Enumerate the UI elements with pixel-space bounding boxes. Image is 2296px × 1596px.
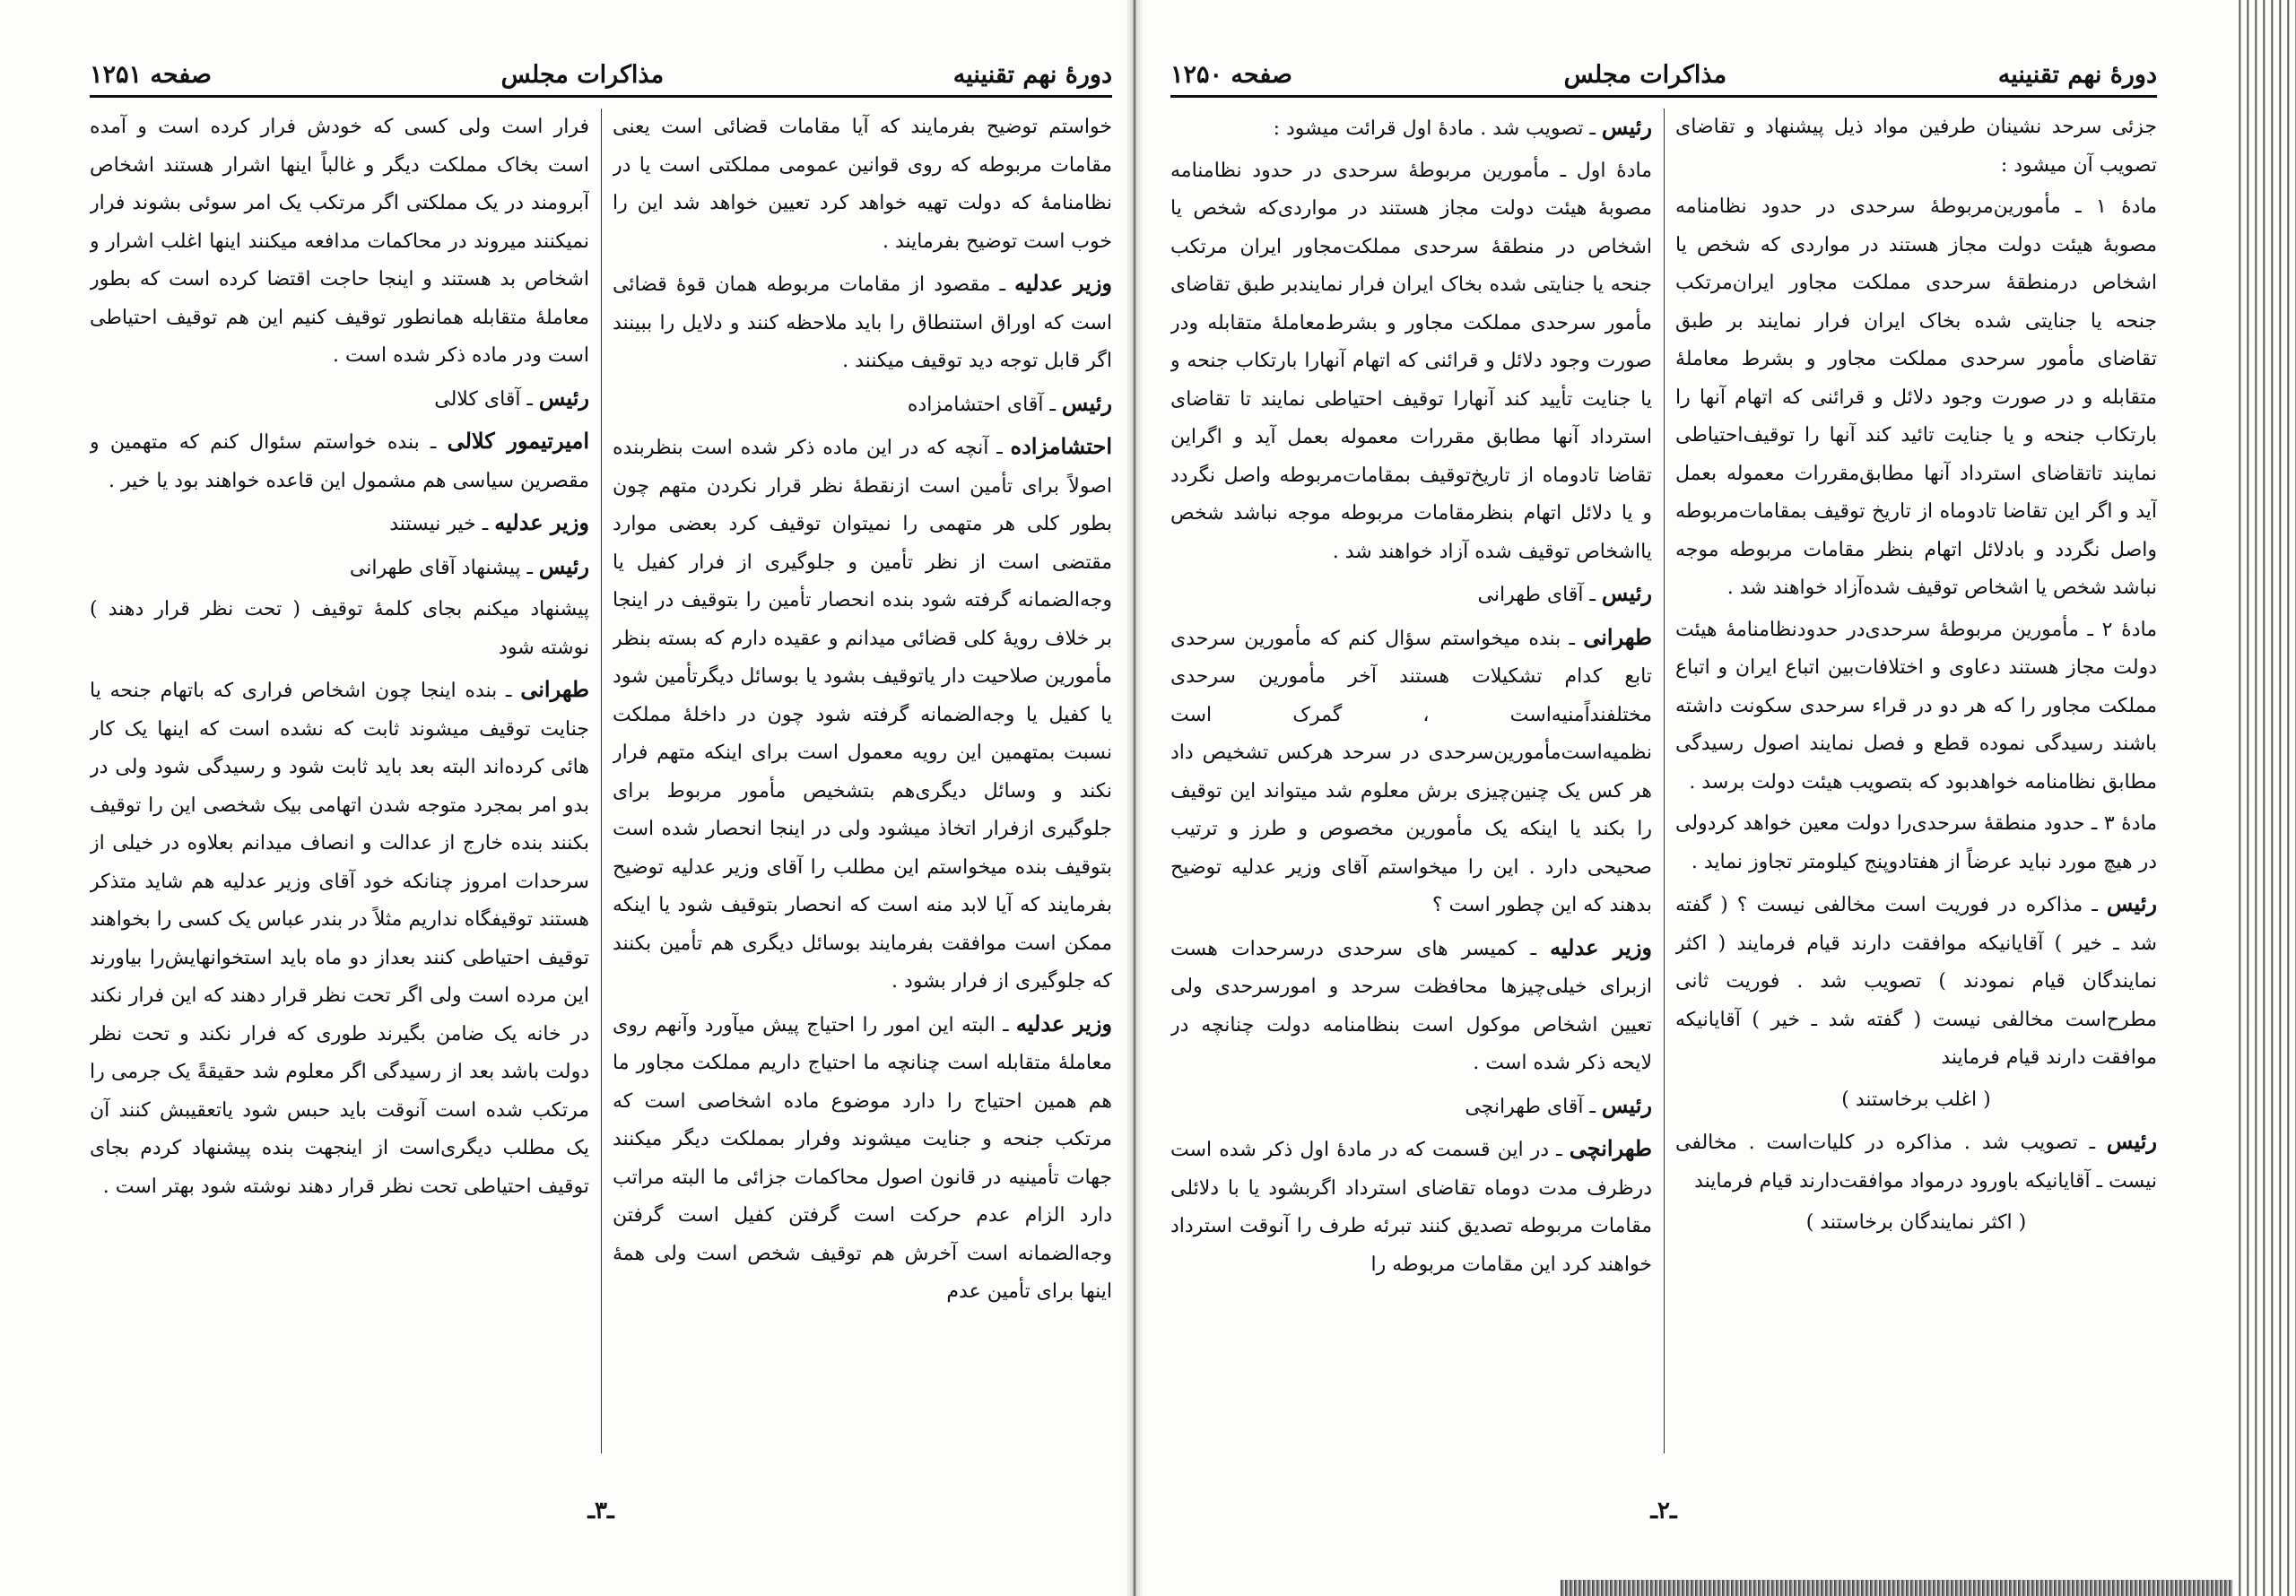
paragraph-text: ـ تصویب شد . مادهٔ اول قرائت میشود : bbox=[1273, 117, 1602, 140]
paragraph bbox=[1675, 188, 2157, 608]
paragraph bbox=[1675, 1123, 2157, 1201]
left-header-middle: مذاکرات مجلس bbox=[500, 60, 665, 89]
paragraph-text: فرار است ولی کسی که خودش فرار کرده است و آمده است بخاک مملکت دیگر و غالباً اینها اشرار هستند اشخاص آبرومند در یک مملکتی اگر مرتکب یک امر سوئی بشوند فرار نمیکنند میروند در محاکمات مدافعه میکنند اینها اغلب اشرار و اشخاص بد هستند و اینجا حاجت اقتضا کرده است که بطور معاملهٔ متقابله همانطور توقیف کنیم این هم توقیف احتیاطی است ودر ماده ذکر شده است . bbox=[90, 116, 589, 367]
speaker-name: رئیس bbox=[2106, 890, 2157, 916]
paragraph bbox=[1170, 1087, 1652, 1127]
speaker-name: طهرانی bbox=[1583, 623, 1652, 650]
paragraph bbox=[613, 1005, 1112, 1312]
speaker-name: طهرانی bbox=[520, 676, 589, 702]
paragraph bbox=[1170, 929, 1652, 1083]
right-page bbox=[1170, 54, 2157, 1542]
paragraph-text: ـ خیر نیستند bbox=[389, 513, 495, 535]
paragraph bbox=[1675, 1204, 2157, 1243]
paragraph-text: ـ آنچه که در این ماده ذکر شده است بنظربنده اصولاً برای تأمین است ازنقطهٔ نظر قرار نکردن متهم چون بطور کلی هر متهمی را نمیتوان توقیف کرد بعضی موارد مقتضی است از نظر تأمین و جلوگیری از فرار کفیل یا وجه‌الضمانه گرفته شود بنده انحصار تأمین را بتوقیف در اینجا بر خلاف رویهٔ کلی قضائی میدانم و عقیده دارم که بسته بنظر مأمورین صلاحیت دار یاتوقیف بشود یا بوسائل دیگرتأمین شود یا کفیل یا وجه‌الضمانه گرفته شود چون در داخلهٔ مملکت نسبت بمتهمین این رویه معمول است برای اینکه متهم فرار نکند و وسائل دیگری‌هم بتشخیص مأمور مربوط برای جلوگیری ازفرار اتخاذ میشود ولی در اینجا انحصار شده است بتوقیف بنده میخواستم این مطلب را آقای وزیر عدلیه توضیح بفرمایند که آیا لابد منه است که انحصار بتوقیف شود یا اینکه ممکن است موافقت بفرمایند بوسائل دیگری هم تأمین بکنند که جلوگیری از فرار بشود . bbox=[613, 437, 1112, 993]
paragraph-text: ـ تصویب شد . مذاکره در کلیات‌است . مخالفی نیست ـ آقایانیکه باورود درمواد موافقت‌دارند قیام فرمایند bbox=[1675, 1132, 2157, 1193]
column-rule bbox=[1664, 108, 1665, 1453]
paragraph bbox=[1675, 612, 2157, 802]
book-gutter bbox=[1126, 0, 1144, 1596]
page-bottom-edge bbox=[1561, 1580, 2233, 1596]
right-header-inner: دورهٔ نهم تقنینیه bbox=[1997, 60, 2157, 89]
column-rule bbox=[601, 108, 602, 1453]
paragraph-text: ـ بنده خواستم سئوال کنم که متهمین و مقصرین سیاسی هم مشمول این قاعده خواهند بود یا خیر . bbox=[90, 431, 589, 492]
paragraph bbox=[90, 548, 589, 588]
paragraph bbox=[1675, 108, 2157, 185]
right-header-middle: مذاکرات مجلس bbox=[1563, 60, 1727, 89]
paragraph bbox=[1675, 805, 2157, 881]
paragraph-text: ـ آقای کلالی bbox=[434, 387, 539, 411]
speaker-name: رئیس bbox=[1601, 1091, 1652, 1118]
left-header-page-number: صفحه ۱۲۵۱ bbox=[90, 60, 212, 89]
right-page-header bbox=[1170, 54, 2157, 98]
speaker-name: وزیر عدلیه bbox=[1550, 933, 1652, 960]
speaker-name: رئیس bbox=[1061, 389, 1112, 416]
speaker-name: احتشامزاده bbox=[1010, 433, 1112, 459]
paragraph bbox=[1170, 575, 1652, 615]
paragraph-text: مادهٔ اول ـ مأمورین مربوطهٔ سرحدی در حدود نظامنامه مصوبهٔ هیئت دولت مجاز هستند در مواردی‌که شخص یا اشخاص در منطقهٔ سرحدی مملکت‌مجاور ایران مرتکب جنحه یا جنایتی شده بخاک ایران فرار نمایندبر طبق تقاضای مأمور سرحدی مملکت مجاور و بشرط‌معاملهٔ متقابله ودر صورت وجود دلائل و قرائنی که اتهام آنهارا بارتکاب جنحه و یا جنایت تأیید کند آنهارا توقیف احتیاطی نمایند تا تقاضای استرداد آنها مطابق مقررات معموله بعمل آید و اگراین تقاضا تادوماه از تاریخ‌توقیف بمقامات‌مربوطه واصل نگردد و یا دلائل اتهام بنظرمقامات مربوطه موجه نباشد شخص یااشخاص توقیف شده آزاد خواهند شد . bbox=[1170, 159, 1652, 563]
paragraph bbox=[90, 591, 589, 667]
paragraph-text: ـ مقصود از مقامات مربوطه همان قوهٔ قضائی است که اوراق استنطاق را باید ملاحظه کنند و دلایل را ببینند اگر قابل توجه دید توقیف میکنند . bbox=[613, 273, 1112, 372]
paragraph bbox=[1675, 1081, 2157, 1120]
paragraph-text: مادهٔ ۱ ـ مأمورین‌مربوطهٔ سرحدی در حدود نظامنامه مصوبهٔ هیئت دولت مجاز هستند در مواردی که شخص یا اشخاص درمنطقهٔ سرحدی مملکت مجاور ایران‌مرتکب جنحه یا جنایتی شده بخاک ایران فرار نمایند بر طبق تقاضای مأمور سرحدی مملکت مجاور و بشرط معاملهٔ متقابله و در صورت وجود دلائل و قرائنی که اتهام آنها را بارتکاب جنحه و یا جنایت تائید کند آنها را توقیف‌احتیاطی نمایند تاتقاضای استرداد آنها مطابق‌مقررات معموله بعمل آید و اگر این تقاضا تادوماه از تاریخ توقیف بمقامات‌مربوطه واصل نگردد و بادلائل اتهام بنظر مقامات مربوطه موجه نباشد شخص یا اشخاص توقیف شده‌آزاد خواهند شد . bbox=[1675, 195, 2157, 599]
paragraph bbox=[1170, 152, 1652, 572]
paragraph-text: ـ پیشنهاد آقای طهرانی bbox=[349, 556, 539, 579]
paragraph-text: ـ آقای طهرانی bbox=[1477, 584, 1602, 606]
paragraph bbox=[613, 428, 1112, 1002]
paragraph bbox=[613, 265, 1112, 381]
speaker-name: رئیس bbox=[538, 384, 589, 411]
paragraph-text: خواستم توضیح بفرمایند که آیا مقامات قضائی است یعنی مقامات مربوطه که روی قوانین عمومی مملکتی است یا در نظامنامهٔ که دولت تهیه خواهد کرد تعیین خواهد شد این را خوب است توضیح بفرمایند . bbox=[613, 116, 1112, 253]
paragraph-text: ( اکثر نمایندگان برخاستند ) bbox=[1805, 1211, 2027, 1234]
paragraph-text: ـ البته این امور را احتیاج پیش میآورد وآنهم روی معاملهٔ متقابله است چنانچه ما احتیاج داریم مملکت مجاور ما هم همین احتیاج را دارد موضوع ماده اشخاصی است که مرتکب جنحه و جنایت میشوند وفرار بمملکت دیگر میکنند جهات تأمینیه در قانون اصول محاکمات جزائی ما البته مراتب دارد الزام عدم حرکت است گرفتن کفیل است گرفتن وجه‌الضمانه است آخرش هم توقیف شخص است ولی همهٔ اینها برای تأمین عدم bbox=[613, 1013, 1112, 1303]
paragraph-text: ـ آقای طهرانچی bbox=[1465, 1095, 1602, 1118]
right-page-column-1 bbox=[1675, 108, 2157, 1453]
speaker-name: وزیر عدلیه bbox=[494, 509, 589, 535]
paragraph-text: مادهٔ ۲ ـ مأمورین مربوطهٔ سرحدی‌در حدودنظامنامهٔ هیئت دولت مجاز هستند دعاوی و اختلافات‌بین اتباع ایران و اتباع مملکت مجاور را که هر دو در قراء سرحدی سکونت داشته باشند رسیدگی نموده قطع و فصل نمایند اصول رسیدگی مطابق نظامنامه خواهدبود که بتصویب هیئت دولت برسد . bbox=[1675, 618, 2157, 794]
left-header-inner: دورهٔ نهم تقنینیه bbox=[952, 60, 1112, 89]
speaker-name: وزیر عدلیه bbox=[1015, 1010, 1112, 1037]
left-page-header bbox=[90, 54, 1112, 98]
left-page-footer: ـ۳ـ bbox=[587, 1497, 614, 1524]
paragraph-text: ( اغلب برخاستند ) bbox=[1841, 1088, 1991, 1111]
paragraph bbox=[1170, 1130, 1652, 1284]
right-header-page-number: صفحه ۱۲۵۰ bbox=[1170, 60, 1292, 89]
paragraph bbox=[613, 385, 1112, 425]
paragraph bbox=[90, 379, 589, 420]
speaker-name: رئیس bbox=[538, 552, 589, 579]
paragraph-text: ـ بنده اینجا چون اشخاص فراری که باتهام جنحه یا جنایت توقیف میشوند ثابت که نشده است که اینها یک کار هائی کرده‌اند البته بعد باید ثابت شود و رسیدگی شود ولی در بدو امر بمجرد متوجه شدن اتهامی بیک شخصی این را توقیف بکنند بنده خارج از عدالت و انصاف میدانم بعلاوه در خیلی از سرحدات امروز چنانکه خود آقای وزیر عدلیه هم شاید متذکر هستند توقیفگاه نداریم مثلاً در بندر عباس یک کسی را بخواهند توقیف احتیاطی کنند بعداز دو ماه باید استخوانهایش‌را بیاورند این مرده است ولی اگر تحت نظر قرار دهند که این فرار نکند در خانه یک ضامن بگیرند طوری که فرار نکند و تحت نظر دولت باشد بعد از رسیدگی اگر معلوم شد حقیقةً یک جرمی را مرتکب شده است آنوقت باید حبس شود یاتعقیبش کنند آن یک مطلب دیگری‌است از اینجهت بنده پیشنهاد کردم بجای توقیف احتیاطی تحت نظر قرار دهند نوشته شود بهتر است . bbox=[90, 680, 589, 1198]
right-page-footer: ـ۲ـ bbox=[1650, 1497, 1677, 1524]
paragraph bbox=[90, 108, 589, 376]
speaker-name: رئیس bbox=[1601, 580, 1652, 606]
page-edge-stack bbox=[2233, 0, 2296, 1596]
left-page-column-1 bbox=[613, 108, 1112, 1453]
paragraph-text: جزئی سرحد نشینان طرفین مواد ذیل پیشنهاد و تقاضای تصویب آن میشود : bbox=[1675, 116, 2157, 177]
left-page-column-2 bbox=[90, 108, 589, 1453]
speaker-name: وزیر عدلیه bbox=[1014, 270, 1112, 296]
paragraph-text: مادهٔ ۳ ـ حدود منطقهٔ سرحدی‌را دولت معین خواهد کردولی در هیچ مورد نباید عرضاً از هفتادوپنج کیلومتر تجاوز نماید . bbox=[1675, 812, 2157, 873]
paragraph-text: ـ مذاکره در فوریت است مخالفی نیست ؟ ( گفته شد ـ خیر ) آقایانیکه موافقت دارند قیام فرمایند ( اکثر نمایندگان قیام نمودند ) تصویب شد . فوریت ثانی مطرح‌است مخالفی نیست ( گفته شد ـ خیر ) آقایانیکه موافقت دارند قیام فرمایند bbox=[1675, 894, 2157, 1069]
paragraph bbox=[1170, 619, 1652, 925]
right-page-column-2 bbox=[1170, 108, 1652, 1453]
speaker-name: امیرتیمور کلالی bbox=[447, 428, 589, 454]
paragraph-text: ـ کمیسر های سرحدی درسرحدات هست ازبرای خیلی‌چیزها محافظت سرحد و امورسرحدی ولی تعیین اشخاص موکول است بنظامنامه دولت چنانچه در لایحه ذکر شده است . bbox=[1170, 937, 1652, 1074]
paragraph bbox=[90, 504, 589, 544]
paragraph bbox=[90, 422, 589, 500]
speaker-name: رئیس bbox=[2106, 1128, 2157, 1154]
paragraph-text: ـ در این قسمت که در مادهٔ اول ذکر شده است درظرف مدت دوماه تقاضای استرداد اگربشود یا با دلائلی مقامات مربوطه تصدیق کنند تبرئه طرف را آنوقت استرداد خواهند کرد این مقامات مربوطه را bbox=[1170, 1139, 1652, 1276]
speaker-name: رئیس bbox=[1601, 114, 1652, 140]
speaker-name: طهرانچی bbox=[1569, 1135, 1652, 1161]
paragraph-text: ـ آقای احتشامزاده bbox=[907, 393, 1062, 416]
paragraph bbox=[613, 108, 1112, 261]
left-page bbox=[90, 54, 1112, 1542]
paragraph-text: پیشنهاد میکنم بجای کلمهٔ توقیف ( تحت نظر قرار دهند ) نوشته شود bbox=[90, 598, 589, 659]
paragraph bbox=[1675, 885, 2157, 1078]
paragraph bbox=[90, 671, 589, 1206]
paragraph-text: ـ بنده میخواستم سؤال کنم که مأمورین سرحدی تابع کدام تشکیلات هستند آخر مأمورین سرحدی مختلفنداًمنیه‌است ، گمرک است نظمیه‌است‌مأمورین‌سرحدی در سرحد هرکس تشخیص داد هر کس یک چنین‌چیزی برش معلوم شد میتواند این توقیف را بکند یا اینکه یک مأمورین مخصوص و طرز و ترتیب صحیحی دارد . این را میخواستم آقای وزیر عدلیه توضیح بدهند که این چطور است ؟ bbox=[1170, 627, 1652, 916]
left-page-columns bbox=[90, 108, 1112, 1453]
right-page-columns bbox=[1170, 108, 2157, 1453]
paragraph bbox=[1170, 108, 1652, 149]
